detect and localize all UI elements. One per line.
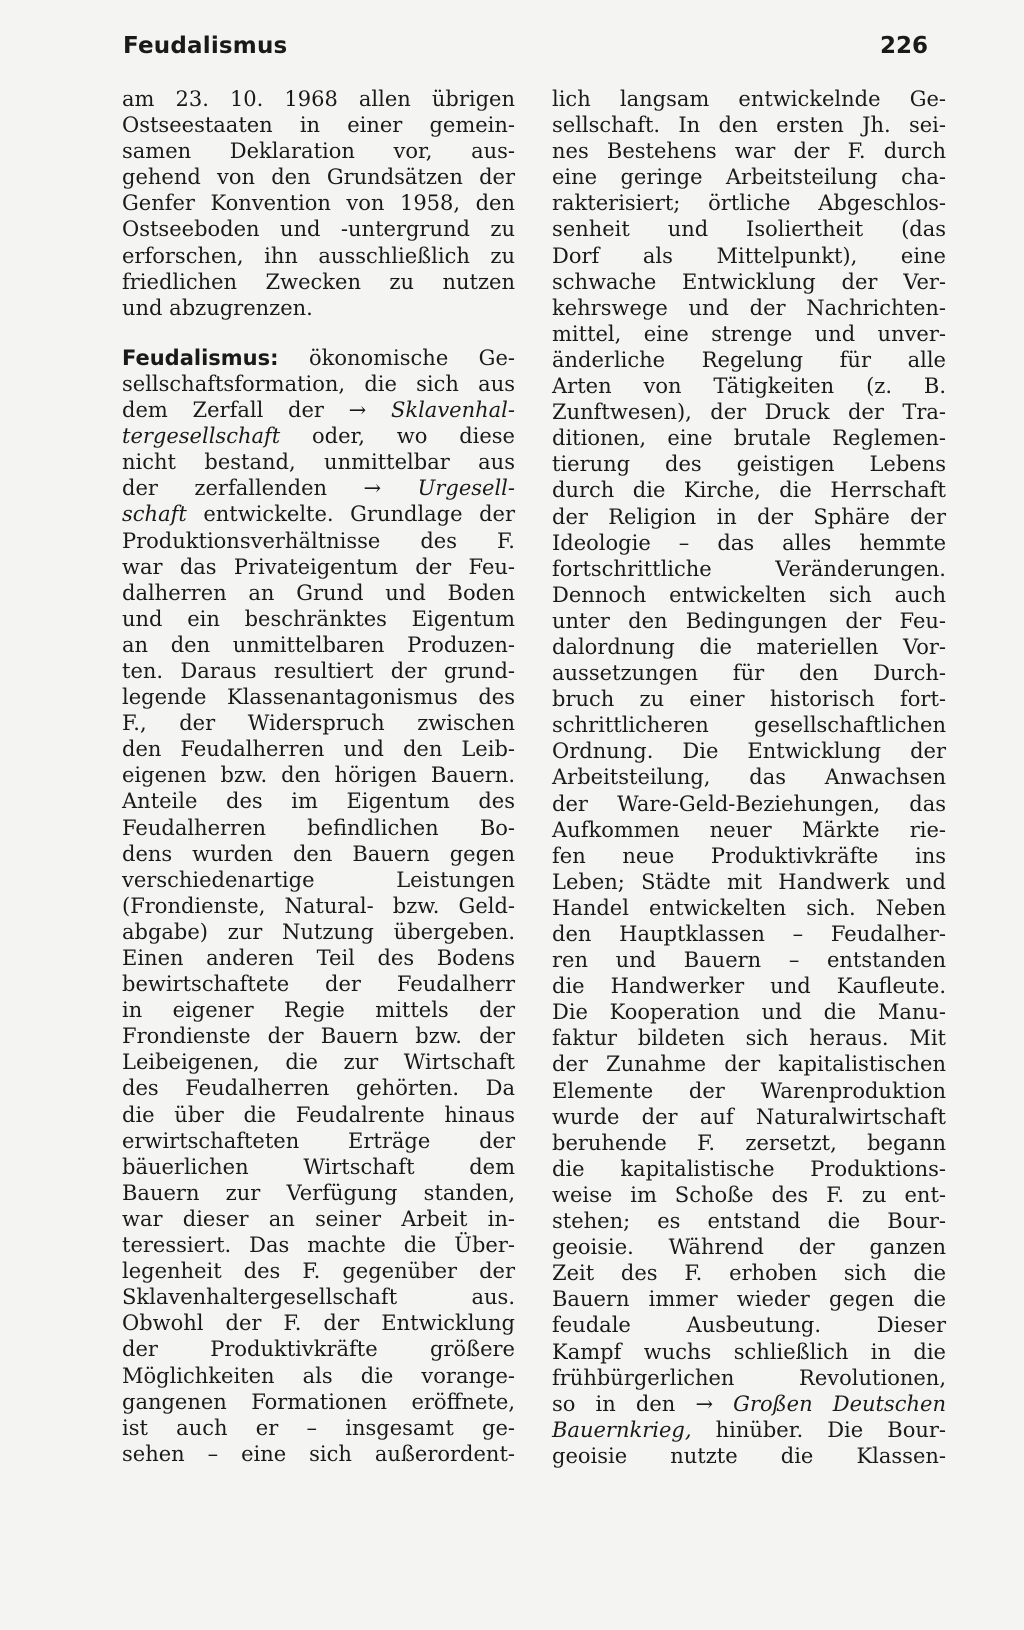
text-line: Bauern immer wieder gegen die xyxy=(552,1287,946,1312)
text-line: samen Deklaration vor, aus- xyxy=(122,139,515,164)
cross-reference-link[interactable]: tergesellschaft xyxy=(122,424,281,449)
text-line: am 23. 10. 1968 allen übrigen xyxy=(122,87,515,111)
text-line: der Ware-Geld-Beziehungen, das xyxy=(552,791,946,816)
text-line: unter den Bedingungen der Feu- xyxy=(552,608,946,633)
text-line: gangenen Formationen eröffnete, xyxy=(122,1389,515,1414)
text-line: Sklavenhaltergesellschaft aus. xyxy=(122,1285,515,1310)
text-line: in eigener Regie mittels der xyxy=(122,998,515,1023)
dictionary-entry-feudalismus xyxy=(122,345,515,1467)
text-line: des Feudalherren gehörten. Da xyxy=(122,1076,515,1101)
text-line: durch die Kirche, die Herrschaft xyxy=(552,478,946,503)
cross-reference-link[interactable]: → Urgesell- xyxy=(363,476,515,501)
text-line: senheit und Isoliertheit (das xyxy=(552,217,946,242)
text-line: an den unmittelbaren Produzen- xyxy=(122,632,515,657)
text-line: legende Klassenantagonismus des xyxy=(122,685,515,710)
text-line: weise im Schoße des F. zu ent- xyxy=(552,1182,946,1207)
running-head-title: Feudalismus xyxy=(123,33,288,59)
text-line: den Hauptklassen – Feudalher- xyxy=(552,922,946,946)
text-line: Ostseeboden und -untergrund zu xyxy=(122,217,515,242)
text-line: legenheit des F. gegenüber der xyxy=(122,1259,515,1284)
text-line xyxy=(122,475,515,501)
text-line: Aufkommen neuer Märkte rie- xyxy=(552,817,946,842)
text-line: sellschaft. In den ersten Jh. sei- xyxy=(552,113,946,138)
text-line: der Produktivkräfte größere xyxy=(122,1337,515,1362)
text-line: wurde der auf Naturalwirtschaft xyxy=(552,1104,946,1129)
text-line: teressiert. Das machte die Über- xyxy=(122,1233,515,1258)
text-line: geoisie nutzte die Klassen- xyxy=(552,1443,946,1468)
text-line xyxy=(552,1417,946,1443)
text-line: Leibeigenen, die zur Wirtschaft xyxy=(122,1050,515,1075)
text-line: Feudalherren befindlichen Bo- xyxy=(122,815,515,840)
text-line: frühbürgerlichen Revolutionen, xyxy=(552,1365,946,1390)
text-line: erwirtschafteten Erträge der xyxy=(122,1128,515,1153)
text-line: Leben; Städte mit Handwerk und xyxy=(552,869,946,894)
right-column xyxy=(552,86,946,1469)
text-line: Die Kooperation und die Manu- xyxy=(552,1000,946,1025)
text-line: lich langsam entwickelnde Ge- xyxy=(552,87,946,111)
text-line: mittel, eine strenge und unver- xyxy=(552,321,946,346)
page-number: 226 xyxy=(879,33,928,59)
text-line: dalordnung die materiellen Vor- xyxy=(552,634,946,659)
text-line: Einen anderen Teil des Bodens xyxy=(122,946,515,970)
text-line: Frondienste der Bauern bzw. der xyxy=(122,1024,515,1049)
text-line: F., der Widerspruch zwischen xyxy=(122,711,515,736)
text-line: änderliche Regelung für alle xyxy=(552,347,946,372)
text-line: bruch zu einer historisch fort- xyxy=(552,687,946,712)
text-line: verschiedenartige Leistungen xyxy=(122,867,515,892)
text-segment: oder, wo diese xyxy=(312,424,515,449)
text-line: Kampf wuchs schließlich in die xyxy=(552,1339,946,1364)
text-line: gehend von den Grundsätzen der xyxy=(122,165,515,190)
text-line: Bauern zur Verfügung standen, xyxy=(122,1180,515,1205)
text-line: und abzugrenzen. xyxy=(122,295,313,320)
text-segment: dem Zerfall der xyxy=(122,398,324,423)
text-line: Handel entwickelten sich. Neben xyxy=(552,895,946,920)
text-line: erforschen, ihn ausschließlich zu xyxy=(122,243,515,268)
text-line: Ideologie – das alles hemmte xyxy=(552,530,946,555)
text-line: feudale Ausbeutung. Dieser xyxy=(552,1313,946,1338)
text-line: nes Bestehens war der F. durch xyxy=(552,139,946,164)
text-line: und ein beschränktes Eigentum xyxy=(122,606,515,631)
text-line: Zeit des F. erhoben sich die xyxy=(552,1261,946,1286)
text-line: Produktionsverhältnisse des F. xyxy=(122,528,515,553)
text-line: den Feudalherren und den Leib- xyxy=(122,737,515,762)
text-line xyxy=(122,397,515,423)
text-line: fen neue Produktivkräfte ins xyxy=(552,843,946,868)
text-segment: so in den xyxy=(552,1391,676,1416)
text-line: Arten von Tätigkeiten (z. B. xyxy=(552,374,946,399)
text-line: stehen; es entstand die Bour- xyxy=(552,1209,946,1234)
text-segment: entwickelte. Grundlage der xyxy=(203,502,515,527)
text-line: ten. Daraus resultiert der grund- xyxy=(122,658,515,683)
text-line xyxy=(552,1391,946,1417)
text-line: schrittlicheren gesellschaftlichen xyxy=(552,713,946,738)
text-line: war dieser an seiner Arbeit in- xyxy=(122,1206,515,1231)
text-line: rakterisiert; örtliche Abgeschlos- xyxy=(552,191,946,216)
text-line: dalherren an Grund und Boden xyxy=(122,580,515,605)
left-column xyxy=(122,86,515,1467)
text-line: war das Privateigentum der Feu- xyxy=(122,554,515,579)
text-line: bewirtschaftete der Feudalherr xyxy=(122,972,515,997)
text-line: ren und Bauern – entstanden xyxy=(552,948,946,973)
cross-reference-link[interactable]: Bauernkrieg, xyxy=(552,1417,692,1442)
text-line: ist auch er – insgesamt ge- xyxy=(122,1415,515,1440)
text-line: geoisie. Während der ganzen xyxy=(552,1235,946,1260)
text-line: die kapitalistische Produktions- xyxy=(552,1156,946,1181)
cross-reference-link[interactable]: → Großen Deutschen xyxy=(695,1391,946,1416)
text-line xyxy=(122,501,515,527)
text-line: Arbeitsteilung, das Anwachsen xyxy=(552,765,946,790)
text-line: die Handwerker und Kaufleute. xyxy=(552,974,946,999)
text-line: Dorf als Mittelpunkt), eine xyxy=(552,243,946,268)
text-line: Elemente der Warenproduktion xyxy=(552,1078,946,1103)
entry-keyword: Feudalismus: xyxy=(122,345,279,370)
text-line: eigenen bzw. den hörigen Bauern. xyxy=(122,763,515,788)
text-line: sellschaftsformation, die sich aus xyxy=(122,371,515,396)
text-line: Zunftwesen), der Druck der Tra- xyxy=(552,400,946,425)
text-line: der Zunahme der kapitalistischen xyxy=(552,1052,946,1077)
cross-reference-link[interactable]: schaft xyxy=(122,502,187,527)
text-line: Anteile des im Eigentum des xyxy=(122,789,515,814)
text-line: kehrswege und der Nachrichten- xyxy=(552,295,946,320)
text-line: Ostseestaaten in einer gemein- xyxy=(122,113,515,138)
paragraph-continuation xyxy=(122,86,515,321)
text-line: der Religion in der Sphäre der xyxy=(552,504,946,529)
text-line: fortschrittliche Veränderungen. xyxy=(552,556,946,581)
text-segment: hinüber. Die Bour- xyxy=(715,1417,946,1442)
text-line: Möglichkeiten als die vorange- xyxy=(122,1363,515,1388)
text-line: nicht bestand, unmittelbar aus xyxy=(122,450,515,475)
text-line xyxy=(122,423,515,449)
text-line: Ordnung. Die Entwicklung der xyxy=(552,739,946,764)
text-segment: der zerfallenden xyxy=(122,476,328,501)
text-line: (Frondienste, Natural- bzw. Geld- xyxy=(122,893,515,918)
text-segment: ökonomische Ge- xyxy=(308,345,515,370)
text-line: friedlichen Zwecken zu nutzen xyxy=(122,269,515,294)
text-line: faktur bildeten sich heraus. Mit xyxy=(552,1026,946,1051)
entry-first-line xyxy=(122,345,515,371)
text-line: sehen – eine sich außerordent- xyxy=(122,1441,515,1466)
text-line: beruhende F. zersetzt, begann xyxy=(552,1130,946,1155)
text-line: dens wurden den Bauern gegen xyxy=(122,841,515,866)
text-line: schwache Entwicklung der Ver- xyxy=(552,269,946,294)
text-line: tierung des geistigen Lebens xyxy=(552,452,946,477)
text-line: die über die Feudalrente hinaus xyxy=(122,1102,515,1127)
text-line: ditionen, eine brutale Reglemen- xyxy=(552,426,946,451)
text-line: bäuerlichen Wirtschaft dem xyxy=(122,1154,515,1179)
text-line: Genfer Konvention von 1958, den xyxy=(122,191,515,216)
text-line: aussetzungen für den Durch- xyxy=(552,661,946,686)
cross-reference-link[interactable]: → Sklavenhal- xyxy=(348,398,515,423)
text-line: Obwohl der F. der Entwicklung xyxy=(122,1311,515,1336)
text-line: Dennoch entwickelten sich auch xyxy=(552,582,946,607)
text-line: eine geringe Arbeitsteilung cha- xyxy=(552,165,946,190)
text-line: abgabe) zur Nutzung übergeben. xyxy=(122,919,515,944)
